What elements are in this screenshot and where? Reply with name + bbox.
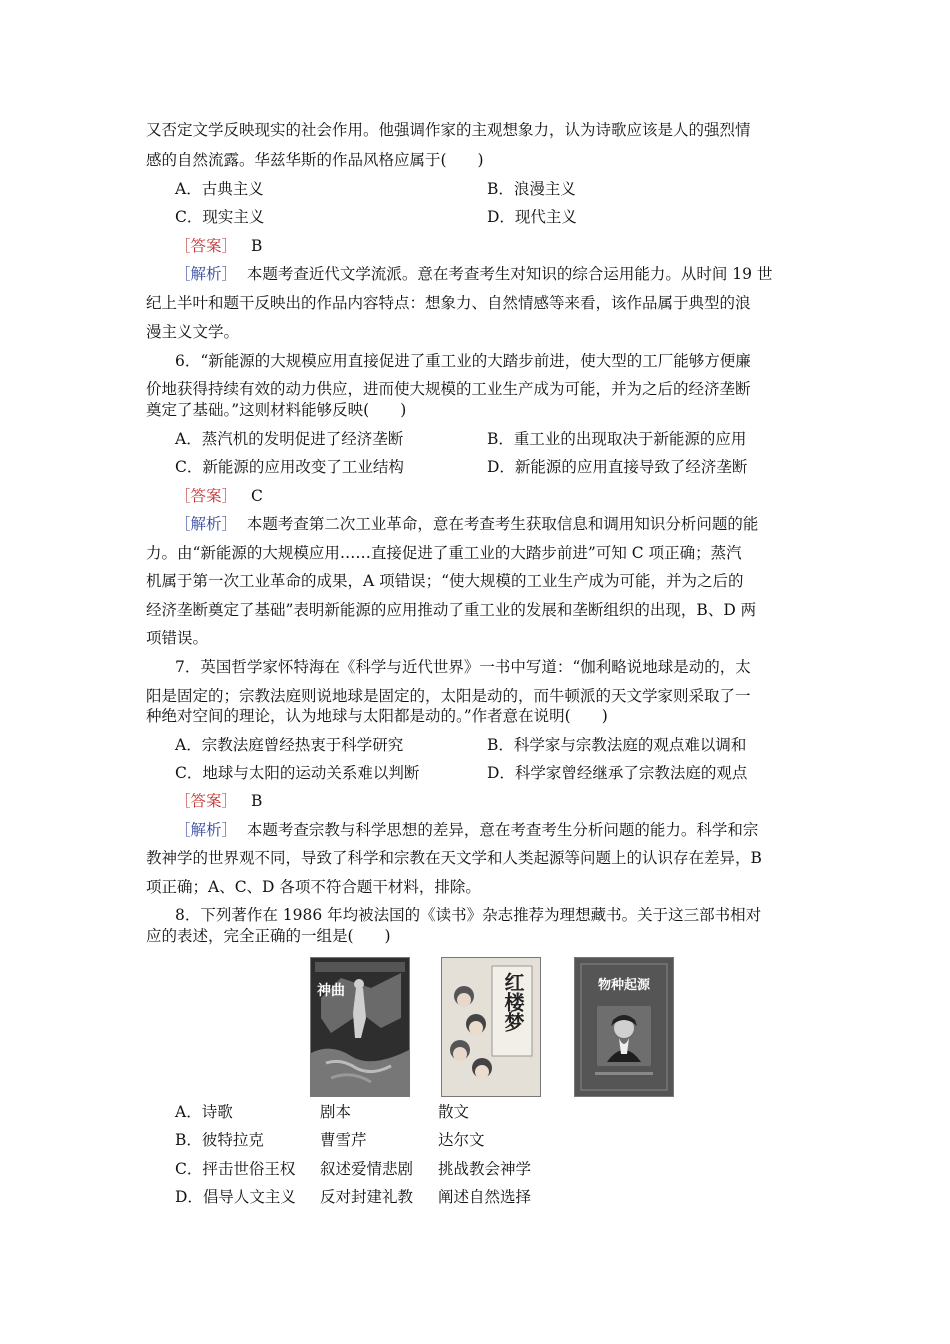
answer-tag: ［答案］ xyxy=(175,487,238,505)
q7-option-d: D．科学家曾经继承了宗教法庭的观点 xyxy=(487,764,748,782)
q8-option-a-col1: A．诗歌 xyxy=(175,1103,233,1121)
analysis-text: 本题考查近代文学流派。意在考查考生对知识的综合运用能力。从时间 19 世 xyxy=(246,265,773,283)
book-cover-dream-red-chamber xyxy=(441,957,541,1097)
q8-option-b-col3: 达尔文 xyxy=(438,1131,485,1149)
answer-tag: ［答案］ xyxy=(175,792,238,810)
q6-stem-line-1: 6．“新能源的大规模应用直接促进了重工业的大踏步前进，使大型的工厂能够方便廉 xyxy=(175,352,751,370)
q7-analysis-line-3: 项正确；A、C、D 各项不符合题干材料，排除。 xyxy=(146,878,481,896)
q7-stem-line-2: 阳是固定的；宗教法庭则说地球是固定的，太阳是动的，而牛顿派的天文学家则采取了一 xyxy=(146,687,751,705)
q8-option-b-col1: B．彼特拉克 xyxy=(175,1131,264,1149)
answer-value: B xyxy=(251,237,263,255)
q7-stem-line-3: 种绝对空间的理论，认为地球与太阳都是动的。”作者意在说明( ) xyxy=(146,707,608,725)
book-cover-divine-comedy xyxy=(310,957,410,1097)
q7-analysis-line-1 xyxy=(175,820,758,840)
q6-option-a: A．蒸汽机的发明促进了经济垄断 xyxy=(175,430,404,448)
q6-analysis-line-1 xyxy=(175,514,758,534)
q8-option-d-col1: D．倡导人文主义 xyxy=(175,1188,296,1206)
q5-stem-line-2: 感的自然流露。华兹华斯的作品风格应属于( ) xyxy=(146,151,484,169)
q5-option-a: A．古典主义 xyxy=(175,180,264,198)
q6-analysis-line-3: 机属于第一次工业革命的成果，A 项错误；“使大规模的工业生产成为可能，并为之后的 xyxy=(146,572,744,590)
book-title-origin-of-species: 物种起源 xyxy=(597,978,650,993)
analysis-tag: ［解析］ xyxy=(175,265,238,283)
q8-option-a-col3: 散文 xyxy=(438,1103,470,1121)
q6-option-c: C．新能源的应用改变了工业结构 xyxy=(175,458,404,476)
analysis-tag: ［解析］ xyxy=(175,821,238,839)
q6-stem-line-2: 价地获得持续有效的动力供应，进而使大规模的工业生产成为可能，并为之后的经济垄断 xyxy=(146,380,751,398)
q8-option-c-col1: C．抨击世俗王权 xyxy=(175,1160,296,1178)
answer-tag: ［答案］ xyxy=(175,237,238,255)
q7-analysis-line-2: 教神学的世界观不同，导致了科学和宗教在天文学和人类起源等问题上的认识存在差异，B xyxy=(146,849,762,867)
book-title-divine-comedy: 神曲 xyxy=(317,983,345,999)
q5-analysis-line-2: 纪上半叶和题干反映出的作品内容特点：想象力、自然情感等来看，该作品属于典型的浪 xyxy=(146,294,751,312)
q6-analysis-line-4: 经济垄断奠定了基础”表明新能源的应用推动了重工业的发展和垄断组织的出现，B、D 两 xyxy=(146,601,757,619)
q6-stem-line-3: 奠定了基础。”这则材料能够反映( ) xyxy=(146,401,407,419)
q8-option-d-col2: 反对封建礼教 xyxy=(320,1188,414,1206)
divine-comedy-illustration xyxy=(311,958,409,1096)
q8-stem-line-2: 应的表述，完全正确的一组是( ) xyxy=(146,927,391,945)
q6-answer xyxy=(175,486,263,506)
q8-option-b-col2: 曹雪芹 xyxy=(320,1131,367,1149)
q5-answer xyxy=(175,236,262,256)
q6-option-b: B．重工业的出现取决于新能源的应用 xyxy=(487,430,747,448)
q5-stem-line-1: 又否定文学反映现实的社会作用。他强调作家的主观想象力，认为诗歌应该是人的强烈情 xyxy=(146,121,751,139)
analysis-text: 本题考查宗教与科学思想的差异，意在考查考生分析问题的能力。科学和宗 xyxy=(246,821,759,839)
q8-option-d-col3: 阐述自然选择 xyxy=(438,1188,532,1206)
q8-option-c-col2: 叙述爱情悲剧 xyxy=(320,1160,414,1178)
answer-value: C xyxy=(251,487,263,505)
analysis-text: 本题考查第二次工业革命，意在考查考生获取信息和调用知识分析问题的能 xyxy=(246,515,759,533)
book-title-dream-red-chamber: 红楼梦 xyxy=(501,972,525,1032)
book-cover-origin-of-species xyxy=(574,957,674,1097)
q5-analysis-line-3: 漫主义文学。 xyxy=(146,323,240,341)
q7-option-c: C．地球与太阳的运动关系难以判断 xyxy=(175,764,420,782)
q7-option-b: B．科学家与宗教法庭的观点难以调和 xyxy=(487,736,747,754)
q5-option-c: C．现实主义 xyxy=(175,208,265,226)
q7-option-a: A．宗教法庭曾经热衷于科学研究 xyxy=(175,736,404,754)
answer-value: B xyxy=(251,792,263,810)
q7-answer xyxy=(175,791,262,811)
q8-option-a-col2: 剧本 xyxy=(320,1103,352,1121)
q8-stem-line-1: 8．下列著作在 1986 年均被法国的《读书》杂志推荐为理想藏书。关于这三部书相对 xyxy=(175,906,762,924)
analysis-tag: ［解析］ xyxy=(175,515,238,533)
q8-option-c-col3: 挑战教会神学 xyxy=(438,1160,532,1178)
q6-analysis-line-2: 力。由“新能源的大规模应用……直接促进了重工业的大踏步前进”可知 C 项正确；蒸汽 xyxy=(146,544,742,562)
q5-option-b: B．浪漫主义 xyxy=(487,180,576,198)
q5-option-d: D．现代主义 xyxy=(487,208,577,226)
q6-analysis-line-5: 项错误。 xyxy=(146,629,209,647)
q7-stem-line-1: 7．英国哲学家怀特海在《科学与近代世界》一书中写道：“伽利略说地球是动的，太 xyxy=(175,658,751,676)
q6-option-d: D．新能源的应用直接导致了经济垄断 xyxy=(487,458,748,476)
q5-analysis-line-1 xyxy=(175,264,772,284)
